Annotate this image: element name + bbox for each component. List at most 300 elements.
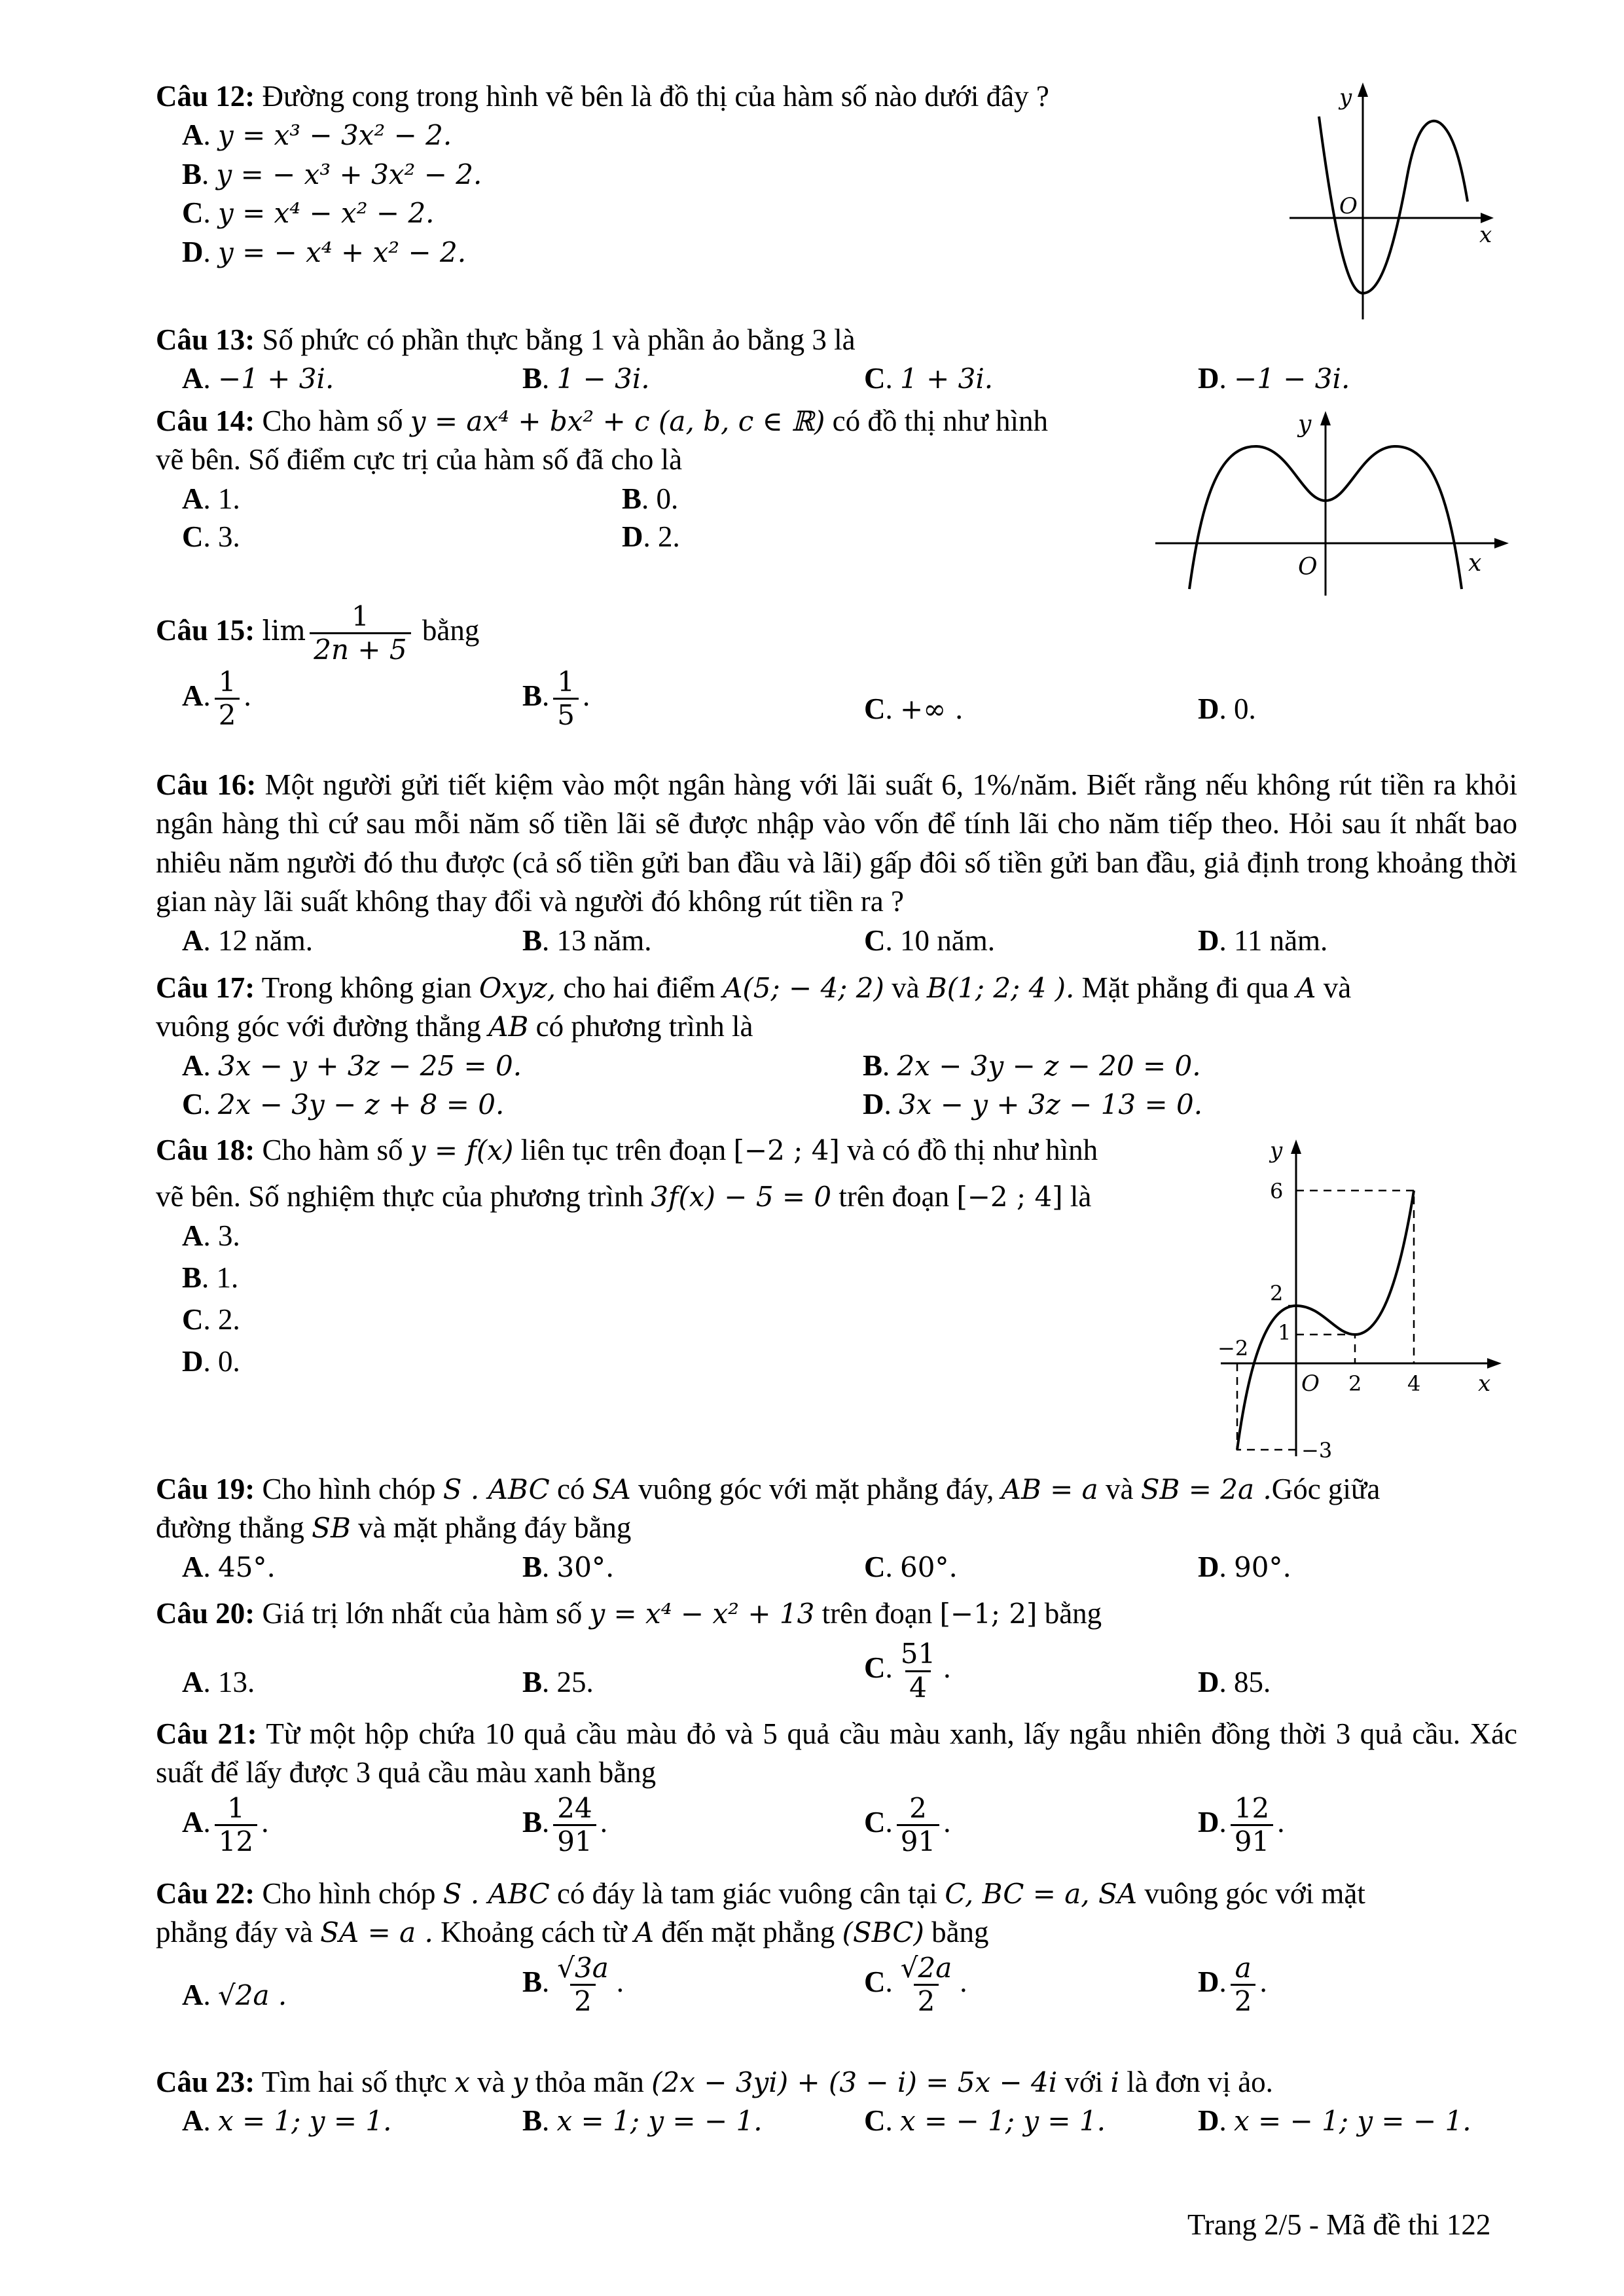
question-text: trên đoạn	[821, 1597, 933, 1630]
option-text: 13.	[218, 1666, 255, 1699]
space-name: Oxyz,	[478, 972, 556, 1004]
question-22	[156, 1874, 1517, 2035]
option-b[interactable]: B. $\frac{1}{5}$ .	[522, 665, 590, 731]
question-label: Câu 22:	[156, 1877, 255, 1910]
option-c[interactable]: C. x = − 1; y = 1.	[864, 2104, 1106, 2138]
question-text: Cho hình chóp	[262, 1473, 436, 1505]
option-letter: B	[522, 924, 543, 957]
option-letter: B	[863, 1049, 883, 1082]
question-text: có	[556, 1473, 585, 1505]
option-text: 90°.	[1234, 1551, 1291, 1583]
question-text: Cho hàm số	[262, 1134, 403, 1166]
option-c[interactable]: C. 1 + 3i.	[864, 362, 994, 395]
denominator: 2	[914, 1984, 939, 2017]
option-letter: B	[522, 1666, 543, 1699]
option-text: y = − x³ + 3x² − 2.	[216, 158, 482, 190]
plane-sbc: (SBC)	[842, 1916, 924, 1949]
condition: AB = a	[1001, 1473, 1098, 1505]
option-text: 3x − y + 3z − 25 = 0.	[218, 1049, 522, 1082]
option-letter: D	[622, 520, 643, 553]
y-axis-arrow-icon	[1358, 82, 1368, 97]
option-letter: A	[182, 679, 204, 712]
option-text: 30°.	[556, 1551, 615, 1583]
option-text: y = x⁴ − x² − 2.	[218, 197, 435, 230]
origin-label: O	[1301, 1371, 1320, 1397]
pyramid-name: S . ABC	[442, 1473, 550, 1505]
fraction	[553, 1952, 613, 2018]
numerator: 24	[557, 1791, 592, 1824]
question-text: vuông góc với mặt phẳng đáy,	[638, 1473, 994, 1505]
tick-label-2: 2	[1270, 1281, 1284, 1306]
page-footer: Trang 2/5 - Mã đề thi 122	[1187, 2208, 1491, 2241]
option-letter: B	[622, 482, 642, 515]
option-text: 2.	[658, 520, 680, 553]
numerator: 1	[557, 665, 575, 698]
numerator: a	[1235, 1951, 1252, 1984]
interval: [−2 ; 4]	[956, 1181, 1063, 1213]
function-curve	[1237, 1191, 1414, 1450]
y-axis-label: y	[1339, 84, 1352, 111]
question-text: Giá trị lớn nhất của hàm số	[262, 1597, 583, 1630]
option-letter: A	[182, 1978, 204, 2011]
option-a[interactable]: A. 13.	[182, 1666, 255, 1699]
q18-graph	[1218, 1129, 1519, 1469]
dashed-guide-neg2	[1237, 1363, 1296, 1450]
option-d[interactable]: D. −1 − 3i.	[1198, 362, 1350, 395]
tick-label-6: 6	[1270, 1179, 1284, 1204]
option-d[interactable]: D. 3x − y + 3z − 13 = 0.	[863, 1087, 1203, 1121]
fraction	[215, 666, 240, 732]
question-18-stem	[156, 1131, 1229, 1170]
option-letter: D	[1198, 1666, 1219, 1699]
option-b[interactable]: B. 25.	[522, 1666, 594, 1699]
option-letter: D	[1198, 1805, 1219, 1839]
question-text: bằng	[422, 614, 480, 647]
denominator: 2	[570, 1984, 596, 2017]
option-b[interactable]: B. 30°.	[522, 1550, 615, 1583]
question-14	[156, 402, 1164, 556]
y-axis-label: y	[1270, 1138, 1283, 1164]
origin-label: O	[1339, 193, 1358, 219]
question-text: có phương trình là	[535, 1010, 753, 1043]
x-axis-arrow-icon	[1487, 1358, 1502, 1369]
question-text: đến mặt phẳng	[661, 1916, 835, 1949]
origin-label: O	[1298, 554, 1318, 581]
option-list	[156, 1548, 1517, 1588]
question-15	[156, 601, 1517, 745]
option-letter: C	[182, 520, 204, 553]
option-text: 3.	[218, 1219, 240, 1252]
option-text: 1 − 3i.	[556, 363, 650, 395]
option-b[interactable]: B. y = − x³ + 3x² − 2.	[182, 157, 482, 190]
option-letter: D	[1198, 2104, 1219, 2138]
option-d[interactable]: D. 90°.	[1198, 1550, 1291, 1583]
numerator: 1	[352, 600, 369, 632]
question-text: có đồ thị như hình	[832, 404, 1048, 437]
question-text: thỏa mãn	[535, 2066, 644, 2098]
interval: [−1; 2]	[939, 1598, 1038, 1630]
option-letter: B	[522, 2104, 543, 2138]
option-b[interactable]: B. 1 − 3i.	[522, 362, 650, 395]
option-c[interactable]: C. $\frac{√2a}{2}$ .	[864, 1951, 967, 2018]
question-21-stem	[156, 1715, 1517, 1793]
variable-x: x	[454, 2066, 470, 2098]
question-18-stem-2	[156, 1177, 1229, 1216]
question-17	[156, 969, 1517, 1124]
dashed-guide-1	[1296, 1335, 1355, 1363]
option-b[interactable]: B. 1.	[182, 1261, 239, 1294]
question-23-stem	[156, 2063, 1517, 2102]
option-text: 12 năm.	[218, 924, 313, 957]
question-label: Câu 21:	[156, 1717, 257, 1750]
option-letter: D	[1198, 1965, 1219, 1998]
option-list	[156, 2102, 1517, 2142]
question-text: bằng	[1044, 1597, 1102, 1630]
option-c[interactable]: C. +∞ .	[864, 692, 964, 725]
point-a: A(5; − 4; 2)	[723, 972, 884, 1004]
option-letter: D	[1198, 924, 1219, 957]
condition: SB = 2a .	[1140, 1473, 1272, 1505]
option-letter: B	[522, 362, 543, 395]
option-list	[156, 1793, 1517, 1873]
question-text: và	[477, 2066, 505, 2098]
option-text: √2a .	[218, 1979, 287, 2011]
question-14-stem	[156, 402, 1164, 440]
condition: C, BC = a, SA	[945, 1878, 1138, 1910]
x-axis-label: x	[1478, 1371, 1491, 1397]
option-a[interactable]: A. y = x³ − 3x² − 2.	[182, 118, 452, 152]
option-d[interactable]: D. 0.	[182, 1344, 240, 1378]
y-axis-arrow-icon	[1320, 411, 1331, 425]
option-letter: D	[182, 1344, 204, 1378]
question-label: Câu 18:	[156, 1134, 255, 1166]
denominator: 2	[215, 698, 240, 731]
question-text: trên đoạn	[839, 1180, 950, 1213]
question-23	[156, 2063, 1517, 2142]
option-letter: B	[182, 1261, 202, 1294]
equation: 3f(x) − 5 = 0	[651, 1181, 832, 1213]
function: y = x⁴ − x² + 13	[589, 1598, 815, 1630]
option-letter: C	[182, 196, 204, 230]
fraction	[553, 1793, 596, 1858]
option-text: y = x³ − 3x² − 2.	[218, 119, 452, 152]
imaginary-unit: i	[1110, 2066, 1119, 2098]
option-letter: A	[182, 482, 204, 515]
denominator: 91	[1231, 1824, 1273, 1857]
question-text: và mặt phẳng đáy bằng	[358, 1511, 632, 1545]
question-text: là đơn vị ảo.	[1127, 2066, 1273, 2098]
option-text: 2x − 3y − z + 8 = 0.	[218, 1088, 505, 1121]
question-text: Góc giữa	[1271, 1473, 1380, 1505]
option-c[interactable]: C. 3.	[182, 520, 240, 553]
option-text: 25.	[556, 1666, 594, 1699]
question-text: và có đồ thị như hình	[847, 1134, 1098, 1166]
question-text: vẽ bên. Số điểm cực trị của hàm số đã cho là	[156, 443, 683, 476]
question-19-stem	[156, 1470, 1517, 1509]
option-text: 1 + 3i.	[900, 363, 994, 395]
question-text: Cho hình chóp	[262, 1877, 436, 1910]
option-list	[156, 359, 1517, 400]
question-text: Số phức có phần thực bằng 1 và phần ảo bằng 3 là	[262, 323, 856, 356]
tick-label-x2: 2	[1348, 1371, 1362, 1396]
tick-label-x4: 4	[1407, 1371, 1421, 1396]
denominator: 5	[553, 698, 579, 731]
question-label: Câu 13:	[156, 323, 255, 356]
option-text: 1.	[216, 1261, 239, 1294]
denominator: 91	[897, 1824, 939, 1857]
option-a[interactable]: A. 3x − y + 3z − 25 = 0.	[182, 1049, 522, 1082]
question-text: và	[1105, 1473, 1134, 1505]
question-label: Câu 14:	[156, 404, 255, 437]
x-axis-label: x	[1479, 222, 1492, 248]
option-a[interactable]: A. $\frac{1}{12}$ .	[182, 1791, 269, 1858]
question-19-stem-2	[156, 1509, 1517, 1547]
question-22-stem-2	[156, 1913, 1517, 1952]
option-c[interactable]: C. 2.	[182, 1302, 240, 1336]
option-text: 85.	[1234, 1666, 1271, 1699]
option-d[interactable]: D. $\frac{a}{2}$ .	[1198, 1951, 1267, 2018]
option-list	[156, 922, 1517, 962]
question-text: liên tục trên đoạn	[520, 1134, 727, 1166]
option-list	[156, 1952, 1517, 2035]
question-label: Câu 17:	[156, 971, 255, 1004]
option-a[interactable]: A. −1 + 3i.	[182, 362, 334, 395]
line-sb: SB	[312, 1512, 351, 1545]
option-letter: A	[182, 362, 204, 395]
option-letter: C	[864, 1965, 886, 1998]
y-axis-arrow-icon	[1291, 1139, 1301, 1154]
point-a-name: A	[634, 1916, 655, 1949]
denominator: 12	[215, 1824, 257, 1857]
option-letter: A	[182, 1805, 204, 1839]
option-a[interactable]: A. x = 1; y = 1.	[182, 2104, 392, 2138]
formula: y = ax⁴ + bx² + c (a, b, c ∈ ℝ)	[410, 405, 825, 437]
option-letter: B	[182, 157, 202, 190]
option-a[interactable]: A. 45°.	[182, 1550, 276, 1583]
equation: (2x − 3yi) + (3 − i) = 5x − 4i	[651, 2066, 1058, 2098]
option-letter: A	[182, 1219, 204, 1252]
option-d[interactable]: D. 85.	[1198, 1666, 1271, 1699]
question-label: Câu 23:	[156, 2066, 255, 2098]
option-text: 2.	[218, 1302, 240, 1336]
option-text: 0.	[656, 482, 679, 515]
option-b[interactable]: B. x = 1; y = − 1.	[522, 2104, 763, 2138]
fraction	[1231, 1793, 1273, 1858]
option-b[interactable]: B. 0.	[622, 482, 679, 515]
option-list	[156, 480, 1164, 518]
option-a[interactable]: A. 1.	[182, 482, 240, 515]
question-text: Một người gửi tiết kiệm vào một ngân hàng với lãi suất 6, 1%/năm. Biết rằng nếu không rút tiền ra khỏi ngân hàng thì cứ sau mỗi năm số tiền lãi sẽ được nhập vào vốn để tính lãi cho năm tiếp theo. Hỏi sau ít nhất bao nhiêu năm người đó thu được (cả số tiền gửi ban đầu và lãi) gấp đôi số tiền gửi ban đầu, giả định trong khoảng thời gian này lãi suất không thay đổi và người đó không rút tiền ra ?	[156, 768, 1518, 918]
option-text: x = 1; y = 1.	[218, 2105, 392, 2138]
line-ab: AB	[488, 1011, 529, 1043]
option-text: 1.	[218, 482, 240, 515]
option-c[interactable]: C. 10 năm.	[864, 924, 995, 957]
numerator: 12	[1234, 1791, 1270, 1824]
option-letter: D	[182, 235, 204, 268]
question-text: Từ một hộp chứa 10 quả cầu màu đỏ và 5 quả cầu màu xanh, lấy ngẫu nhiên đồng thời 3 quả cầu. Xác suất để lấy được 3 quả cầu màu xanh bằng	[156, 1717, 1518, 1789]
option-text: 0.	[218, 1344, 240, 1378]
option-letter: C	[182, 1302, 204, 1336]
option-text: x = 1; y = − 1.	[556, 2105, 763, 2138]
question-text: Tìm hai số thực	[261, 2066, 447, 2098]
option-d[interactable]: D. 11 năm.	[1198, 924, 1328, 957]
tick-label-1: 1	[1278, 1320, 1291, 1345]
fraction	[897, 1952, 956, 2018]
point-b: B(1; 2; 4 ).	[926, 972, 1075, 1004]
question-21	[156, 1715, 1517, 1873]
q14-graph	[1149, 406, 1515, 602]
numerator: 1	[227, 1791, 245, 1824]
option-text: +∞ .	[900, 692, 964, 725]
option-list	[156, 1047, 1517, 1085]
question-text: đường thẳng	[156, 1511, 304, 1545]
option-letter: C	[864, 362, 886, 395]
question-19	[156, 1470, 1517, 1588]
tick-label-neg2: −2	[1218, 1336, 1249, 1361]
option-b[interactable]: B. $\frac{24}{91}$ .	[522, 1791, 607, 1858]
option-text: x = − 1; y = − 1.	[1234, 2105, 1471, 2138]
option-c[interactable]: C. 2x − 3y − z + 8 = 0.	[182, 1087, 505, 1121]
option-c[interactable]: C. y = x⁴ − x² − 2.	[182, 196, 435, 230]
question-13-stem	[156, 321, 1517, 359]
fraction	[897, 1793, 939, 1858]
option-list	[156, 1638, 1517, 1715]
denominator: 91	[553, 1824, 596, 1857]
option-c[interactable]: C. $\frac{2}{91}$ .	[864, 1791, 951, 1858]
question-text: vẽ bên. Số nghiệm thực của phương trình	[156, 1180, 643, 1213]
option-letter: B	[522, 1805, 543, 1839]
option-text: 0.	[1234, 692, 1256, 725]
question-text: vuông góc với mặt	[1144, 1877, 1365, 1910]
x-axis-label: x	[1468, 550, 1482, 577]
denominator: 2	[1231, 1984, 1256, 2017]
option-text: 3.	[218, 520, 240, 553]
question-13	[156, 321, 1517, 400]
numerator: √2a	[900, 1951, 952, 1984]
option-letter: D	[1198, 1550, 1219, 1583]
option-list	[182, 1217, 1229, 1384]
option-b[interactable]: B. 13 năm.	[522, 924, 652, 957]
question-15-stem	[156, 601, 1517, 666]
question-17-stem	[156, 969, 1517, 1007]
option-d[interactable]: D. 2.	[622, 520, 680, 553]
option-letter: C	[864, 1651, 886, 1685]
question-22-stem	[156, 1874, 1517, 1913]
question-text: là	[1070, 1180, 1092, 1213]
option-d[interactable]: D. $\frac{12}{91}$ .	[1198, 1791, 1285, 1858]
option-a[interactable]: A. $\frac{1}{2}$ .	[182, 665, 251, 731]
question-text: phẳng đáy và	[156, 1916, 313, 1949]
question-text: và	[892, 971, 920, 1004]
segment-sa: SA	[592, 1473, 631, 1505]
question-text: Trong không gian	[261, 971, 472, 1004]
option-a[interactable]: A. 3.	[182, 1219, 240, 1252]
fraction	[215, 1793, 257, 1858]
y-axis-label: y	[1298, 411, 1312, 438]
question-label: Câu 15:	[156, 614, 255, 647]
option-b[interactable]: B. $\frac{√3a}{2}$ .	[522, 1951, 624, 2018]
question-16	[156, 766, 1517, 962]
option-text: 3x − y + 3z − 13 = 0.	[899, 1088, 1203, 1121]
question-label: Câu 16:	[156, 768, 257, 801]
fraction	[897, 1638, 939, 1704]
denominator: 4	[905, 1670, 931, 1704]
option-a[interactable]: A. 12 năm.	[182, 924, 313, 957]
question-label: Câu 19:	[156, 1473, 255, 1505]
option-text: 10 năm.	[900, 924, 995, 957]
denominator: 2n + 5	[310, 632, 410, 666]
question-16-stem	[156, 766, 1517, 922]
numerator: 51	[900, 1638, 936, 1670]
option-letter: C	[864, 2104, 886, 2138]
question-20-stem	[156, 1594, 1517, 1633]
option-text: −1 − 3i.	[1234, 363, 1350, 395]
question-text: Đường cong trong hình vẽ bên là đồ thị của hàm số nào dưới đây ?	[262, 80, 1049, 113]
condition: SA = a .	[320, 1916, 433, 1949]
option-text: x = − 1; y = 1.	[900, 2105, 1106, 2138]
option-d[interactable]: D. 0.	[1198, 692, 1256, 725]
function: y = f(x)	[410, 1134, 514, 1166]
option-list	[156, 666, 1517, 745]
x-axis-arrow-icon	[1494, 538, 1509, 548]
option-letter: C	[864, 692, 886, 725]
option-text: 60°.	[900, 1551, 958, 1583]
question-text: cho hai điểm	[563, 971, 715, 1004]
option-letter: A	[182, 1666, 204, 1699]
option-letter: D	[1198, 692, 1219, 725]
option-b[interactable]: B. 2x − 3y − z − 20 = 0.	[863, 1049, 1201, 1082]
option-letter: A	[182, 924, 204, 957]
option-a[interactable]: A. √2a .	[182, 1978, 287, 2011]
question-17-stem-2	[156, 1007, 1517, 1046]
question-text: có đáy là tam giác vuông cân tại	[556, 1877, 937, 1910]
numerator: 1	[218, 665, 236, 698]
option-text: 2x − 3y − z − 20 = 0.	[897, 1049, 1201, 1082]
option-d[interactable]: D. y = − x⁴ + x² − 2.	[182, 235, 467, 268]
option-text: −1 + 3i.	[218, 363, 334, 395]
question-14-stem-2	[156, 440, 1164, 479]
option-letter: B	[522, 1965, 543, 1998]
question-text: Mặt phẳng đi qua	[1081, 971, 1289, 1004]
option-c[interactable]: C. $\frac{51}{4}$ .	[864, 1638, 951, 1704]
option-letter: C	[864, 924, 886, 957]
fraction	[1231, 1952, 1256, 2018]
option-letter: A	[182, 1550, 204, 1583]
option-text: y = − x⁴ + x² − 2.	[218, 236, 467, 268]
fraction	[553, 666, 579, 732]
option-c[interactable]: C. 60°.	[864, 1550, 958, 1583]
option-list	[156, 518, 1164, 556]
interval: [−2 ; 4]	[733, 1134, 840, 1166]
option-letter: C	[864, 1805, 886, 1839]
question-text: Khoảng cách từ	[441, 1916, 627, 1949]
option-letter: B	[522, 679, 543, 712]
question-18	[156, 1131, 1229, 1384]
pyramid-name: S . ABC	[442, 1878, 550, 1910]
numerator: 2	[909, 1791, 927, 1824]
option-d[interactable]: D. x = − 1; y = − 1.	[1198, 2104, 1471, 2138]
option-list	[156, 1085, 1517, 1124]
option-letter: B	[522, 1550, 543, 1583]
q12-graph	[1283, 77, 1506, 326]
option-text: 13 năm.	[556, 924, 652, 957]
numerator: √3a	[557, 1951, 609, 1984]
question-label: Câu 12:	[156, 80, 255, 113]
point-a-name: A	[1296, 972, 1316, 1004]
option-letter: A	[182, 118, 204, 152]
option-letter: C	[182, 1087, 204, 1121]
question-text: và	[1323, 971, 1352, 1004]
